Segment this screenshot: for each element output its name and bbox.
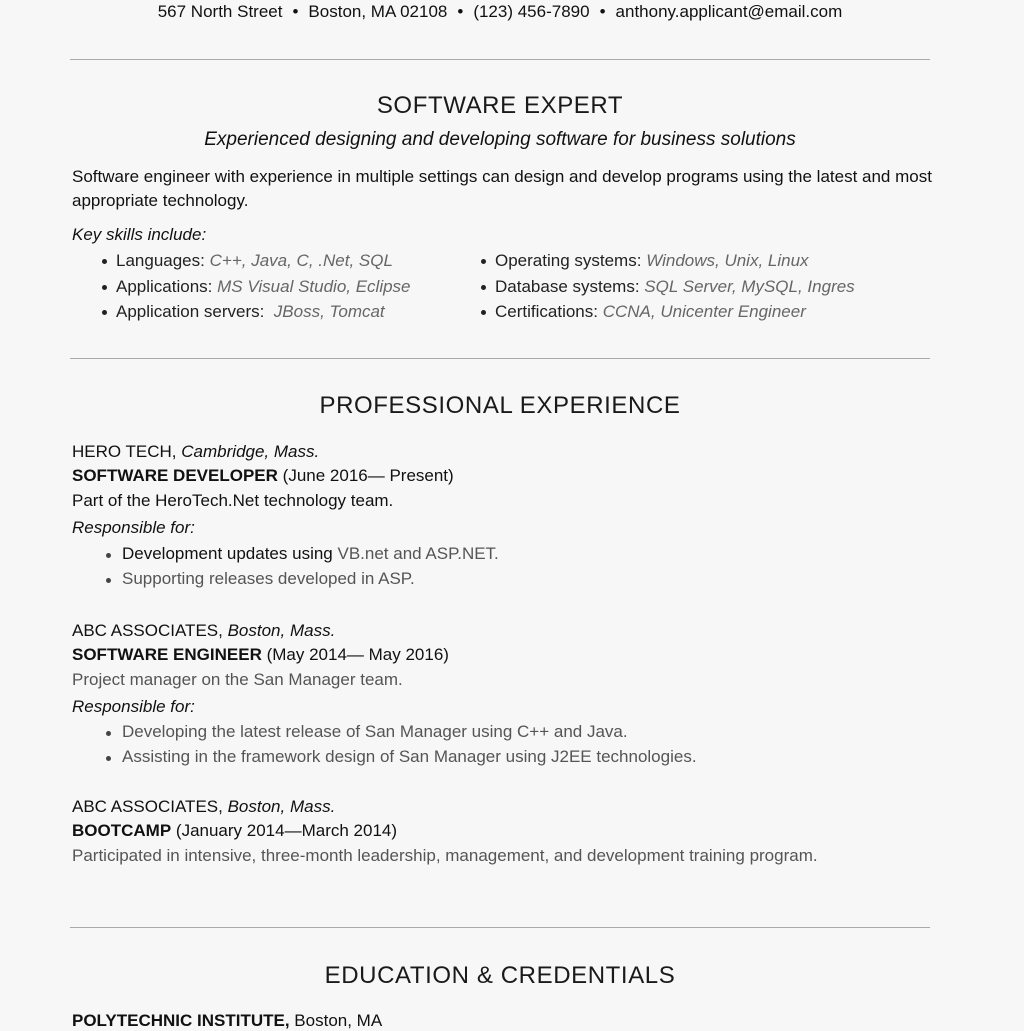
job-company-line [72,621,335,641]
skill-item [100,248,411,274]
job-location: Cambridge, Mass. [181,442,320,461]
section-divider [70,59,930,60]
skill-label: Certifications: [495,302,598,321]
contact-address: 567 North Street [157,2,283,21]
job-company: ABC ASSOCIATES, [72,621,223,640]
job-title-line [72,466,454,486]
bullet-separator: • [599,2,606,21]
skill-item [100,274,411,300]
duties-list [104,542,499,592]
duty-item [104,542,499,567]
skill-value: C++, Java, C, .Net, SQL [209,251,393,270]
duty-text-tail: VB.net and ASP.NET. [337,544,499,563]
duties-list [104,720,697,770]
contact-email[interactable]: anthony.applicant@email.com [615,2,843,21]
job-dates: (January 2014—March 2014) [175,821,398,840]
job-description: Project manager on the San Manager team. [72,670,403,689]
duty-text: Developing the latest release of San Manager using C++ and Java. [122,722,628,741]
job-title: SOFTWARE ENGINEER [72,645,262,664]
duty-item [104,567,499,592]
job-title-line [72,645,449,665]
skill-item [479,274,855,300]
skills-list-left [100,248,411,325]
bullet-separator: • [292,2,299,21]
job-company-line [72,442,319,462]
duty-item [104,720,697,745]
job-company: HERO TECH, [72,442,177,461]
duty-text: Assisting in the framework design of San Manager using J2EE technologies. [122,747,697,766]
skills-list-right [479,248,855,325]
duty-text: Development updates using [122,544,338,563]
skill-item [479,248,855,274]
responsible-label: Responsible for: [72,697,195,716]
skill-label: Application servers: [116,302,265,321]
skill-item [100,299,411,325]
skill-label: Languages: [116,251,205,270]
duty-item [104,745,697,770]
section-heading-summary: SOFTWARE EXPERT [376,92,624,119]
summary-paragraph: Software engineer with experience in multiple settings can design and develop programs using the latest and most appropriate technology. [72,167,932,210]
job-title-line [72,821,397,841]
section-heading-education: EDUCATION & CREDENTIALS [324,962,676,989]
education-school: POLYTECHNIC INSTITUTE, [72,1011,290,1030]
job-description: Participated in intensive, three-month leadership, management, and development training program. [72,846,818,865]
skill-value: CCNA, Unicenter Engineer [602,302,806,321]
job-location: Boston, Mass. [227,797,336,816]
skill-value: Windows, Unix, Linux [646,251,809,270]
summary-tagline: Experienced designing and developing software for business solutions [204,129,796,150]
section-divider [70,358,930,359]
job-dates: (May 2014— May 2016) [266,645,449,664]
job-title: BOOTCAMP [72,821,172,840]
duty-text: Supporting releases developed in ASP. [122,569,415,588]
job-dates: (June 2016— Present) [282,466,454,485]
job-title: SOFTWARE DEVELOPER [72,466,278,485]
bullet-separator: • [457,2,464,21]
skill-item [479,299,855,325]
responsible-label: Responsible for: [72,518,195,537]
skill-label: Database systems: [495,276,640,296]
contact-city: Boston, MA 02108 [308,2,448,21]
job-description: Part of the HeroTech.Net technology team. [72,491,394,510]
section-heading-experience: PROFESSIONAL EXPERIENCE [319,392,681,419]
skill-label: Applications: [116,276,213,296]
skill-label: Operating systems: [495,251,642,270]
education-location: Boston, MA [294,1011,383,1030]
job-company: ABC ASSOCIATES, [72,797,223,816]
section-divider [70,927,930,928]
education-school-line [72,1011,382,1031]
job-company-line [72,797,335,817]
skill-value: SQL Server, MySQL, Ingres [644,276,855,296]
contact-phone: (123) 456-7890 [473,2,590,21]
skill-value: JBoss, Tomcat [273,302,385,321]
contact-line [0,2,1000,22]
job-location: Boston, Mass. [227,621,336,640]
skill-value: MS Visual Studio, Eclipse [217,276,411,296]
skills-intro: Key skills include: [72,225,207,244]
